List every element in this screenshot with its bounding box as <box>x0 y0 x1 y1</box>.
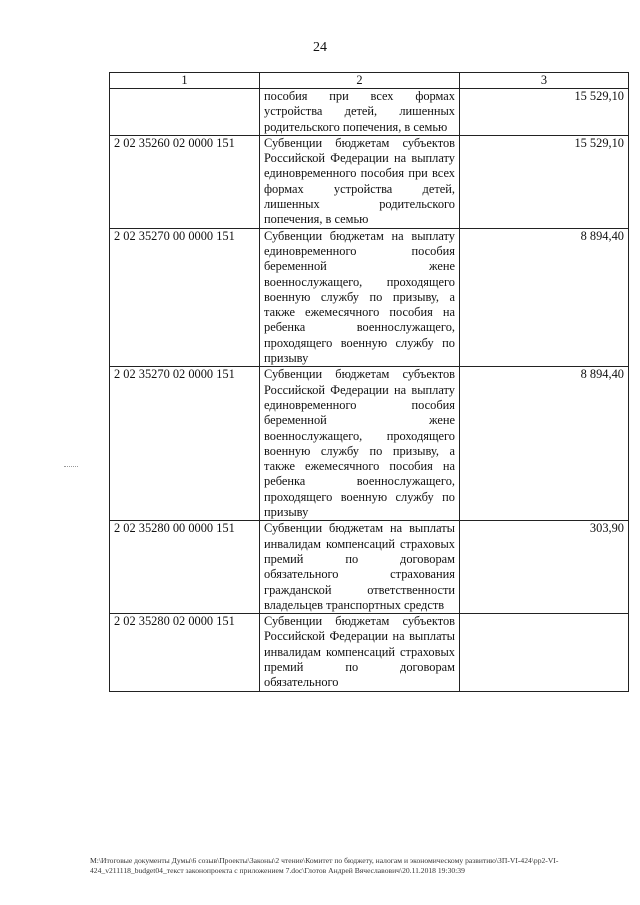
page-number: 24 <box>313 40 327 55</box>
row-code: 2 02 35280 02 0000 151 <box>110 614 260 691</box>
row-name: Субвенции бюджетам субъектов Российской Федерации на выплаты инвалидам компенсаций страховых премий по договорам обязательного <box>260 614 460 691</box>
column-header-code: 1 <box>110 73 260 89</box>
document-file-path: М:\Итоговые документы Думы\6 созыв\Проекты\Законы\2 чтение\Комитет по бюджету, налогам и экономическому развитию\ЗП-VI-424\рр2-VI-424_v211118_budget04_текст законопроекта с приложением 7.doc\Глотов Андрей Вячеславович\20.11.2018 19:30:39 <box>90 856 559 875</box>
row-name: пособия при всех формах устройства детей, лишенных родительского попечения, в семью <box>260 89 460 136</box>
row-code: 2 02 35280 00 0000 151 <box>110 521 260 614</box>
row-name: Субвенции бюджетам на выплату единовременного пособия беременной жене военнослужащего, проходящего военную службу по призыву, а также ежемесячного пособия на ребенка военнослужащего, проходящего военную службу по призыву <box>260 228 460 367</box>
row-amount: 15 529,10 <box>460 89 629 136</box>
table-row <box>110 89 629 136</box>
column-header-name: 2 <box>260 73 460 89</box>
row-code: 2 02 35260 02 0000 151 <box>110 135 260 228</box>
row-amount <box>460 614 629 691</box>
budget-table <box>109 72 629 692</box>
column-header-amount: 3 <box>460 73 629 89</box>
table-row <box>110 228 629 367</box>
row-code <box>110 89 260 136</box>
table-row <box>110 521 629 614</box>
table-row <box>110 367 629 521</box>
row-name: Субвенции бюджетам на выплаты инвалидам компенсаций страховых премий по договорам обязательного страхования гражданской ответственности владельцев транспортных средств <box>260 521 460 614</box>
row-amount: 15 529,10 <box>460 135 629 228</box>
row-name: Субвенции бюджетам субъектов Российской Федерации на выплату единовременного пособия беременной жене военнослужащего, проходящего военную службу по призыву, а также ежемесячного пособия на ребенка военнослужащего, проходящего военную службу по призыву <box>260 367 460 521</box>
table-header-row <box>110 73 629 89</box>
row-amount: 8 894,40 <box>460 367 629 521</box>
row-code: 2 02 35270 02 0000 151 <box>110 367 260 521</box>
margin-mark <box>64 466 78 467</box>
row-code: 2 02 35270 00 0000 151 <box>110 228 260 367</box>
row-name: Субвенции бюджетам субъектов Российской Федерации на выплату единовременного пособия при всех формах устройства детей, лишенных родительского попечения, в семью <box>260 135 460 228</box>
table-row <box>110 135 629 228</box>
row-amount: 303,90 <box>460 521 629 614</box>
table-row <box>110 614 629 691</box>
row-amount: 8 894,40 <box>460 228 629 367</box>
